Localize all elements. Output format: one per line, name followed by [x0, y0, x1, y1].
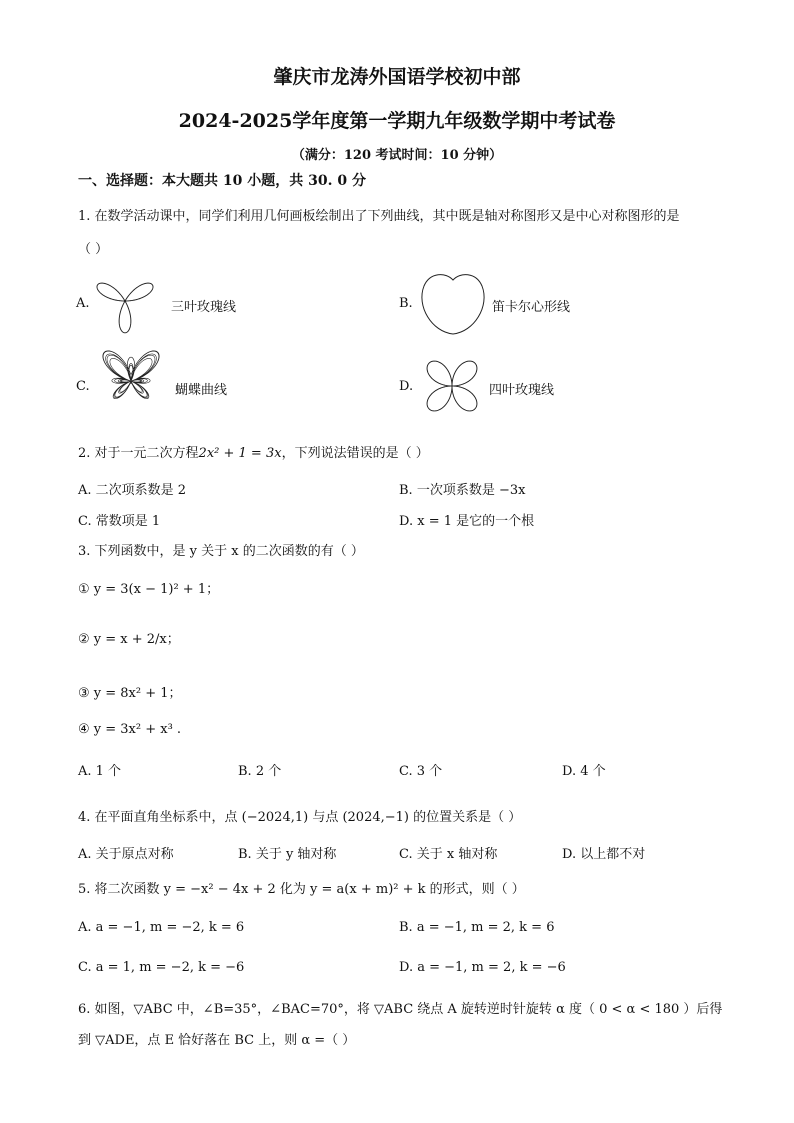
- q1-option-c-letter: C.: [76, 379, 90, 394]
- q6-line2: 到 ▽ADE，点 E 恰好落在 BC 上，则 α =（ ）: [78, 1033, 356, 1048]
- q2-option-c: C. 常数项是 1: [78, 514, 161, 529]
- q1-option-b-label: 笛卡尔心形线: [492, 300, 571, 315]
- q3-item-3: ③ y = 8x² + 1；: [78, 686, 182, 701]
- q2-stem: [78, 442, 429, 461]
- q1-option-d-label: 四叶玫瑰线: [489, 383, 555, 398]
- q3-item-4: ④ y = 3x² + x³ .: [78, 722, 182, 737]
- q5-stem: 5. 将二次函数 y = −x² − 4x + 2 化为 y = a(x + m)² + k 的形式，则（ ）: [78, 882, 525, 897]
- four-leaf-rose-icon: [418, 352, 486, 424]
- q3-stem: 3. 下列函数中，是 y 关于 x 的二次函数的有（ ）: [78, 544, 364, 559]
- q2-option-d: D. x = 1 是它的一个根: [399, 514, 535, 529]
- q3-option-c: C. 3 个: [399, 764, 443, 779]
- q1-stem-line2: （ ）: [78, 242, 109, 257]
- butterfly-curve-icon: [92, 352, 170, 424]
- q2-option-a: A. 二次项系数是 2: [78, 483, 187, 498]
- q4-option-d: D. 以上都不对: [562, 847, 646, 862]
- three-leaf-rose-icon: [90, 266, 160, 340]
- q5-option-c: C. a = 1, m = −2, k = −6: [78, 960, 245, 975]
- exam-title: 2024-2025学年度第一学期九年级数学期中考试卷: [178, 110, 616, 132]
- q1-option-b-letter: B.: [399, 296, 413, 311]
- q5-option-a: A. a = −1, m = −2, k = 6: [78, 920, 245, 935]
- q1-option-c-label: 蝴蝶曲线: [175, 383, 228, 398]
- school-name: 肇庆市龙涛外国语学校初中部: [273, 66, 521, 88]
- q5-option-d: D. a = −1, m = 2, k = −6: [399, 960, 566, 975]
- q6-line1: 6. 如图，▽ABC 中，∠B=35°，∠BAC=70°，将 ▽ABC 绕点 A 旋转逆时针旋转 α 度（ 0 < α < 180 ）后得: [78, 1002, 723, 1017]
- q4-option-c: C. 关于 x 轴对称: [399, 847, 498, 862]
- q3-option-a: A. 1 个: [78, 764, 122, 779]
- q1-option-a-label: 三叶玫瑰线: [171, 300, 237, 315]
- q3-item-2: ② y = x + 2/x；: [78, 632, 180, 647]
- q4-option-a: A. 关于原点对称: [78, 847, 174, 862]
- q3-option-d: D. 4 个: [562, 764, 606, 779]
- cardioid-icon: [418, 270, 488, 340]
- q2-equation: 2x² + 1 = 3x: [198, 446, 282, 461]
- q1-stem-line1: 1. 在数学活动课中，同学们利用几何画板绘制出了下列曲线，其中既是轴对称图形又是中心对称图形的是: [78, 209, 680, 224]
- q2-stem-post: ，下列说法错误的是（ ）: [281, 446, 429, 461]
- q3-option-b: B. 2 个: [238, 764, 282, 779]
- q1-option-a-letter: A.: [76, 296, 90, 311]
- q3-item-1: ① y = 3(x − 1)² + 1；: [78, 582, 220, 597]
- q5-option-b: B. a = −1, m = 2, k = 6: [399, 920, 555, 935]
- q2-option-b: B. 一次项系数是 −3x: [399, 483, 526, 498]
- q4-stem: 4. 在平面直角坐标系中，点 (−2024,1) 与点 (2024,−1) 的位置关系是（ ）: [78, 810, 522, 825]
- q2-stem-pre: 2. 对于一元二次方程: [78, 446, 199, 461]
- q1-option-d-letter: D.: [399, 379, 414, 394]
- exam-info: （满分：120 考试时间：10 分钟）: [291, 148, 503, 163]
- q4-option-b: B. 关于 y 轴对称: [238, 847, 337, 862]
- section-heading: 一、选择题：本大题共 10 小题，共 30. 0 分: [78, 173, 366, 189]
